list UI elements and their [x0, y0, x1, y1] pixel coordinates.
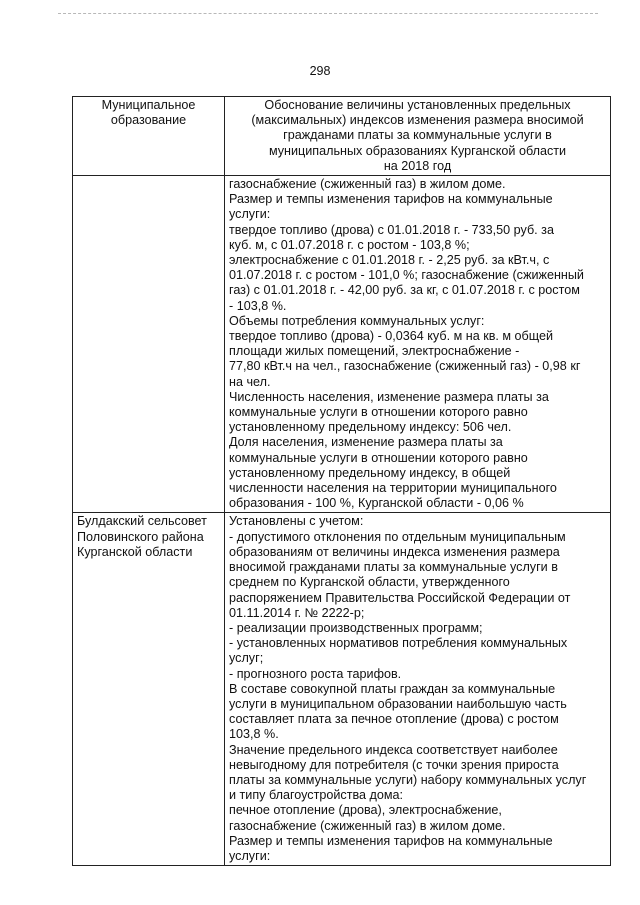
- text-line: услуг;: [229, 651, 264, 666]
- text-line: - реализации производственных программ;: [229, 620, 483, 635]
- text-line: коммунальные услуги в отношении которого равно: [229, 450, 528, 465]
- header-text-line: образование: [110, 113, 187, 128]
- text-line: услуги в муниципальном образовании наибольшую часть: [229, 696, 567, 711]
- header-text-line: гражданами платы за коммунальные услуги в: [283, 128, 552, 143]
- text-line: газоснабжение (сжиженный газ) в жилом доме.: [229, 177, 506, 192]
- text-line: 01.07.2018 г. с ростом - 101,0 %; газоснабжение (сжиженный: [229, 268, 584, 283]
- text-line: платы за коммунальные услуги) набору коммунальных услуг: [229, 772, 587, 787]
- text-line: - 103,8 %.: [229, 298, 287, 313]
- text-line: твердое топливо (дрова) с 01.01.2018 г. - 733,50 руб. за: [229, 222, 554, 237]
- justification-cell: [225, 176, 611, 513]
- text-line: Доля населения, изменение размера платы за: [229, 435, 503, 450]
- table-header-row: [73, 97, 611, 176]
- header-justification: [225, 97, 611, 176]
- text-line: услуги:: [229, 848, 271, 863]
- text-line: услуги:: [229, 207, 271, 222]
- text-line: газоснабжение (сжиженный газ) в жилом доме.: [229, 818, 506, 833]
- page-number: 298: [309, 64, 331, 78]
- municipality-name-line: Булдакский сельсовет: [77, 514, 207, 529]
- header-text-line: Обоснование величины установленных предельных: [264, 98, 571, 112]
- text-line: среднем по Курганской области, утвержденного: [229, 575, 510, 590]
- text-line: электроснабжение с 01.01.2018 г. - 2,25 руб. за кВт.ч, с: [229, 253, 550, 268]
- text-line: на чел.: [229, 374, 271, 389]
- text-line: печное отопление (дрова), электроснабжение,: [229, 803, 502, 818]
- table-row: [73, 513, 611, 866]
- text-line: куб. м, с 01.07.2018 г. с ростом - 103,8 %;: [229, 237, 470, 252]
- text-line: - установленных нормативов потребления коммунальных: [229, 636, 568, 651]
- text-line: и типу благоустройства дома:: [229, 788, 404, 803]
- text-line: газ) с 01.01.2018 г. - 42,00 руб. за кг, с 01.07.2018 г. с ростом: [229, 283, 580, 298]
- justification-cell: [225, 513, 611, 866]
- header-text-line: Муниципальное: [101, 98, 196, 112]
- text-line: составляет плата за печное отопление (дрова) с ростом: [229, 712, 559, 727]
- header-text-line: на 2018 год: [383, 158, 452, 173]
- header-municipality: [73, 97, 225, 176]
- text-line: твердое топливо (дрова) - 0,0364 куб. м на кв. м общей: [229, 329, 554, 344]
- text-line: Размер и темпы изменения тарифов на коммунальные: [229, 833, 553, 848]
- table-row: [73, 176, 611, 513]
- text-line: установленному предельному индексу: 506 чел.: [229, 420, 512, 435]
- text-line: Размер и темпы изменения тарифов на коммунальные: [229, 192, 553, 207]
- text-line: В составе совокупной платы граждан за коммунальные: [229, 681, 556, 696]
- text-line: Значение предельного индекса соответствует наиболее: [229, 742, 558, 757]
- text-line: площади жилых помещений, электроснабжение -: [229, 344, 520, 359]
- text-line: образованиям от величины индекса изменения размера: [229, 544, 560, 559]
- municipality-cell: [73, 176, 225, 513]
- text-line: образования - 100 %, Курганской области - 0,06 %: [229, 496, 524, 511]
- text-line: распоряжением Правительства Российской Федерации от: [229, 590, 571, 605]
- text-line: невыгодному для потребителя (с точки зрения прироста: [229, 757, 559, 772]
- text-line: установленному предельному индексу, в общей: [229, 465, 511, 480]
- text-line: - допустимого отклонения по отдельным муниципальным: [229, 529, 566, 544]
- header-text-line: (максимальных) индексов изменения размера вносимой: [251, 113, 584, 128]
- text-line: вносимой гражданами платы за коммунальные услуги в: [229, 560, 558, 575]
- text-line: 103,8 %.: [229, 727, 279, 742]
- text-line: Численность населения, изменение размера платы за: [229, 389, 549, 404]
- text-line: коммунальные услуги в отношении которого равно: [229, 405, 528, 420]
- text-line: 77,80 кВт.ч на чел., газоснабжение (сжиженный газ) - 0,98 кг: [229, 359, 581, 374]
- municipality-name-line: Курганской области: [77, 544, 193, 559]
- text-line: - прогнозного роста тарифов.: [229, 666, 402, 681]
- header-text-line: муниципальных образованиях Курганской области: [268, 143, 567, 158]
- text-line: Объемы потребления коммунальных услуг:: [229, 313, 485, 328]
- tariff-justification-table: [72, 96, 611, 866]
- scan-top-edge: [58, 13, 598, 14]
- text-line: численности населения на территории муниципального: [229, 481, 557, 496]
- text-line: 01.11.2014 г. № 2222-р;: [229, 605, 365, 620]
- text-line: Установлены с учетом:: [229, 514, 364, 529]
- municipality-name-line: Половинского района: [77, 529, 204, 544]
- municipality-cell: [73, 513, 225, 866]
